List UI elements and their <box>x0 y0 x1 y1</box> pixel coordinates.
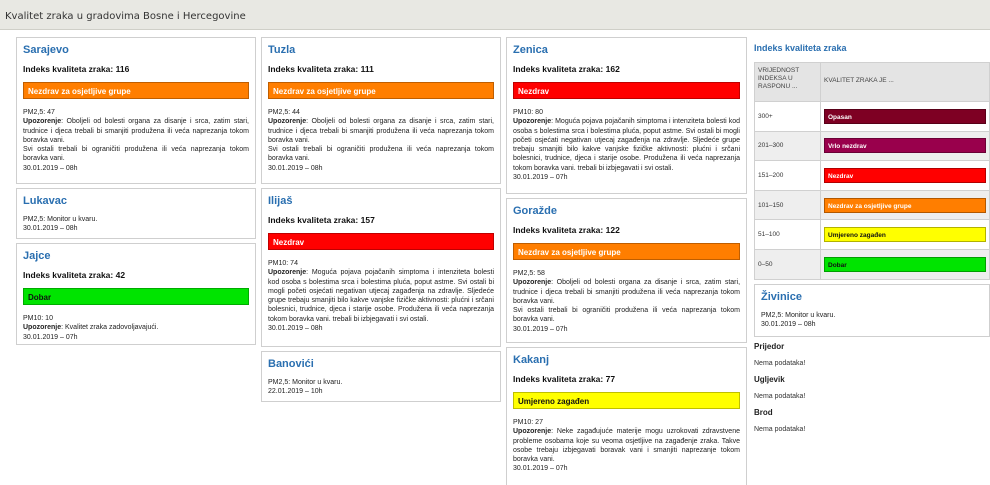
warning-body: Obolјeli od bolesti organa za disanje i srca, zatim stari, trudnice i djeca trebali bi smanjiti produžena ili veća naprezanja tokom boravka vani. <box>268 118 495 144</box>
legend-row <box>755 190 990 220</box>
legend-row <box>755 161 990 191</box>
pm-value: PM2,5: 58 <box>513 270 545 277</box>
legend-title: Indeks kvaliteta zraka <box>754 43 847 53</box>
category-badge: Nezdrav <box>513 82 740 99</box>
pm-value: PM2,5: Monitor u kvaru. <box>23 216 98 223</box>
column-1 <box>16 37 256 349</box>
city-card-zenica <box>506 37 747 194</box>
timestamp: 30.01.2019 – 08h <box>23 164 78 172</box>
legend-range: 0–50 <box>755 249 821 279</box>
index-label: Indeks kvaliteta zraka: <box>513 64 604 74</box>
city-title[interactable]: Sarajevo <box>23 44 69 56</box>
pm-value: PM2,5: Monitor u kvaru. <box>761 311 836 319</box>
city-card-sarajevo <box>16 37 256 184</box>
index-line <box>513 374 740 384</box>
legend-row <box>755 249 990 279</box>
legend-table <box>754 62 990 280</box>
city-title[interactable]: Kakanj <box>513 354 550 366</box>
page-title: Kvalitet zraka u gradovima Bosne i Hercegovine <box>5 11 246 22</box>
index-line <box>23 64 249 74</box>
warning-body: Moguća pojava pojačanih simptoma i intenziteta bolesti kod osoba s bolestima srca i bolestima pluća, poput astme. Svi ostali bi mogli početi osjećati negativan utjecaj zagađenja na zdravlje. Sljedeće grupe trebaju smanjiti bilo kakve vanjske fizičke aktivnosti: plućni i srčani bolesnici, trudnice, djeca i starije osobe. Produžena ili veća naprezanja tokom boravka vani. trebali bi izbjegavati i svi ostali. <box>513 118 740 172</box>
warning-body: Neke zagađujuće materije mogu uzrokovati zdravstvene probleme osobama koje su veoma osjetljive na zagađenje zraka. Takve osobe trebaju izbjegavati boravak vani i smanjiti naprezanje tokom boravka vani. <box>513 428 740 464</box>
city-title[interactable]: Zenica <box>513 44 548 56</box>
legend-range: 51–100 <box>755 220 821 250</box>
index-value: 162 <box>605 64 620 74</box>
legend-range: 201–300 <box>755 131 821 161</box>
city-heading-prijedor[interactable]: Prijedor <box>754 341 785 351</box>
index-label: Indeks kvaliteta zraka: <box>268 215 359 225</box>
city-title[interactable]: Tuzla <box>268 44 296 56</box>
page-header <box>0 0 990 30</box>
category-badge: Nezdrav za osjetljive grupe <box>268 82 494 99</box>
warning-label: Upozorenje <box>268 118 307 126</box>
extra-text: Svi ostali trebali bi ograničiti produžena ili veća naprezanja tokom boravka vani. <box>513 307 740 324</box>
index-value: 77 <box>605 374 616 384</box>
index-value: 122 <box>605 225 620 235</box>
legend-cell <box>821 102 990 132</box>
warning-label: Upozorenje <box>268 269 307 277</box>
timestamp: 22.01.2019 – 10h <box>268 388 323 396</box>
index-value: 157 <box>360 215 375 225</box>
legend-cell <box>821 161 990 191</box>
legend-badge: Nezdrav za osjetljive grupe <box>824 198 986 213</box>
warning-text: Upozorenje: Obolјeli od bolesti organa za disanje i srca, zatim stari, trudnice i djeca trebali bi smanjiti produžena ili veća naprezanja tokom boravka vani. <box>268 118 495 144</box>
legend-cell <box>821 190 990 220</box>
city-title[interactable]: Lukavac <box>23 195 68 207</box>
city-card-tuzla <box>261 37 501 184</box>
pm-value: PM2,5: 47 <box>23 109 55 116</box>
legend-range: 101–150 <box>755 190 821 220</box>
pm-value: PM10: 80 <box>513 109 543 116</box>
legend-range: 151–200 <box>755 161 821 191</box>
city-title[interactable]: Živinice <box>761 290 802 303</box>
index-line <box>23 270 249 280</box>
warning-label: Upozorenje <box>513 428 552 436</box>
city-card-banovici <box>261 351 501 402</box>
legend-col-range: VRIJEDNOST INDEKSA U RASPONU ... <box>755 63 821 102</box>
warning-body: Obolјeli od bolesti organa za disanje i srca, zatim stari, trudnice i djeca trebali bi smanjiti produžena ili veća naprezanja tokom boravka vani. <box>513 279 741 305</box>
index-line <box>513 225 740 235</box>
legend-row <box>755 220 990 250</box>
warning-label: Upozorenje <box>23 118 62 126</box>
pm-value: PM2,5: Monitor u kvaru. <box>268 379 343 386</box>
city-card-ilijas <box>261 188 501 347</box>
legend-badge: Dobar <box>824 257 986 272</box>
warning-text: Upozorenje: Kvalitet zraka zadovoljavajući. <box>23 324 159 332</box>
warning-text: Upozorenje: Obolјeli od bolesti organa za disanje i srca, zatim stari, trudnice i djeca trebali bi smanjiti produžena ili veća naprezanja tokom boravka vani. <box>513 279 741 305</box>
legend-badge: Vrlo nezdrav <box>824 138 986 153</box>
legend-row <box>755 131 990 161</box>
legend-badge: Umjereno zagađen <box>824 227 986 242</box>
column-3 <box>506 37 747 485</box>
legend-badge: Nezdrav <box>824 168 986 183</box>
index-line <box>268 215 494 225</box>
legend-row <box>755 102 990 132</box>
extra-text: Svi ostali trebali bi ograničiti produžena ili veća naprezanja tokom boravka vani. <box>23 146 249 163</box>
index-label: Indeks kvaliteta zraka: <box>513 225 604 235</box>
warning-text: Upozorenje: Neke zagađujuće materije mogu uzrokovati zdravstvene probleme osobama koje su veoma osjetljive na zagađenje zraka. Takve osobe trebaju izbjegavati boravak vani i smanjiti naprezanje tokom boravka vani. <box>513 428 740 464</box>
city-title[interactable]: Jajce <box>23 250 51 262</box>
timestamp: 30.01.2019 – 08h <box>23 225 78 233</box>
category-badge: Dobar <box>23 288 249 305</box>
no-data-text: Nema podataka! <box>754 359 806 367</box>
index-value: 111 <box>360 64 374 74</box>
no-data-text: Nema podataka! <box>754 392 806 400</box>
column-2 <box>261 37 501 406</box>
city-card-gorazde <box>506 198 747 343</box>
city-card-zivinice <box>754 284 990 337</box>
index-line <box>513 64 740 74</box>
warning-label: Upozorenje <box>513 118 552 126</box>
pm-value: PM2,5: 44 <box>268 109 300 116</box>
pm-value: PM10: 27 <box>513 419 543 426</box>
warning-text: Upozorenje: Moguća pojava pojačanih simptoma i intenziteta bolesti kod osoba s bolestima srca i bolestima pluća, poput astme. Svi ostali bi mogli početi osjećati negativan utjecaj zagađenja na zdravlje. Sljedeće grupe trebaju smanjiti bilo kakve vanjske fizičke aktivnosti: plućni i srčani bolesnici, trudnice, djeca i starije osobe. Produžena ili veća naprezanja tokom boravka vani. trebali bi izbjegavati i svi ostali. <box>268 269 494 323</box>
city-card-lukavac <box>16 188 256 239</box>
city-heading-ugljevik[interactable]: Ugljevik <box>754 374 785 384</box>
extra-text: Svi ostali trebali bi ograničiti produžena ili veća naprezanja tokom boravka vani. <box>268 146 494 163</box>
legend-col-quality: KVALITET ZRAKA JE ... <box>821 63 990 102</box>
warning-text: Upozorenje: Moguća pojava pojačanih simptoma i intenziteta bolesti kod osoba s bolestima srca i bolestima pluća, poput astme. Svi ostali bi mogli početi osjećati negativan utjecaj zagađenja na zdravlje. Sljedeće grupe trebaju smanjiti bilo kakve vanjske fizičke aktivnosti: plućni i srčani bolesnici, trudnice, djeca i starije osobe. Produžena ili veća naprezanja tokom boravka vani. trebali bi izbjegavati i svi ostali. <box>513 118 740 172</box>
city-heading-brod[interactable]: Brod <box>754 407 773 417</box>
warning-body: Moguća pojava pojačanih simptoma i intenziteta bolesti kod osoba s bolestima srca i bolestima pluća, poput astme. Svi ostali bi mogli početi osjećati negativan utjecaj zagađenja na zdravlje. Sljedeće grupe trebaju smanjiti bilo kakve vanjske fizičke aktivnosti: plućni i srčani bolesnici, trudnice, djeca i starije osobe. Produžena ili veća naprezanja tokom boravka vani. trebali bi izbjegavati i svi ostali. <box>268 269 494 323</box>
legend-range: 300+ <box>755 102 821 132</box>
pm-value: PM10: 10 <box>23 315 53 322</box>
index-label: Indeks kvaliteta zraka: <box>23 270 114 280</box>
city-card-kakanj <box>506 347 747 485</box>
timestamp: 30.01.2019 – 07h <box>513 325 568 333</box>
index-line <box>268 64 494 74</box>
timestamp: 30.01.2019 – 07h <box>513 465 568 473</box>
warning-label: Upozorenje <box>513 279 552 287</box>
legend-badge: Opasan <box>824 109 986 124</box>
timestamp: 30.01.2019 – 07h <box>513 174 568 182</box>
timestamp: 30.01.2019 – 08h <box>761 320 816 328</box>
category-badge: Nezdrav za osjetljive grupe <box>513 243 740 260</box>
no-data-text: Nema podataka! <box>754 425 806 433</box>
timestamp: 30.01.2019 – 08h <box>268 164 323 172</box>
timestamp: 30.01.2019 – 08h <box>268 325 323 333</box>
index-value: 42 <box>115 270 126 280</box>
legend-cell <box>821 220 990 250</box>
legend-cell <box>821 131 990 161</box>
warning-label: Upozorenje <box>23 324 62 332</box>
category-badge: Nezdrav za osjetljive grupe <box>23 82 249 99</box>
warning-text: Upozorenje: Obolјeli od bolesti organa za disanje i srca, zatim stari, trudnice i djeca trebali bi smanjiti produžena ili veća naprezanja tokom boravka vani. <box>23 118 250 144</box>
warning-body: Obolјeli od bolesti organa za disanje i srca, zatim stari, trudnice i djeca trebali bi smanjiti produžena ili veća naprezanja tokom boravka vani. <box>23 118 250 144</box>
city-title[interactable]: Ilijaš <box>268 195 293 207</box>
index-label: Indeks kvaliteta zraka: <box>23 64 114 74</box>
city-card-jajce <box>16 243 256 345</box>
timestamp: 30.01.2019 – 07h <box>23 333 78 341</box>
pm-value: PM10: 74 <box>268 260 298 267</box>
legend-cell <box>821 249 990 279</box>
city-title[interactable]: Banovići <box>268 358 314 370</box>
city-title[interactable]: Goražde <box>513 205 558 217</box>
index-label: Indeks kvaliteta zraka: <box>513 374 604 384</box>
category-badge: Nezdrav <box>268 233 494 250</box>
index-value: 116 <box>115 64 130 74</box>
index-label: Indeks kvaliteta zraka: <box>268 64 359 74</box>
category-badge: Umjereno zagađen <box>513 392 740 409</box>
sidebar <box>754 43 990 433</box>
warning-body: Kvalitet zraka zadovoljavajući. <box>65 324 159 332</box>
legend-header-row <box>755 63 990 102</box>
